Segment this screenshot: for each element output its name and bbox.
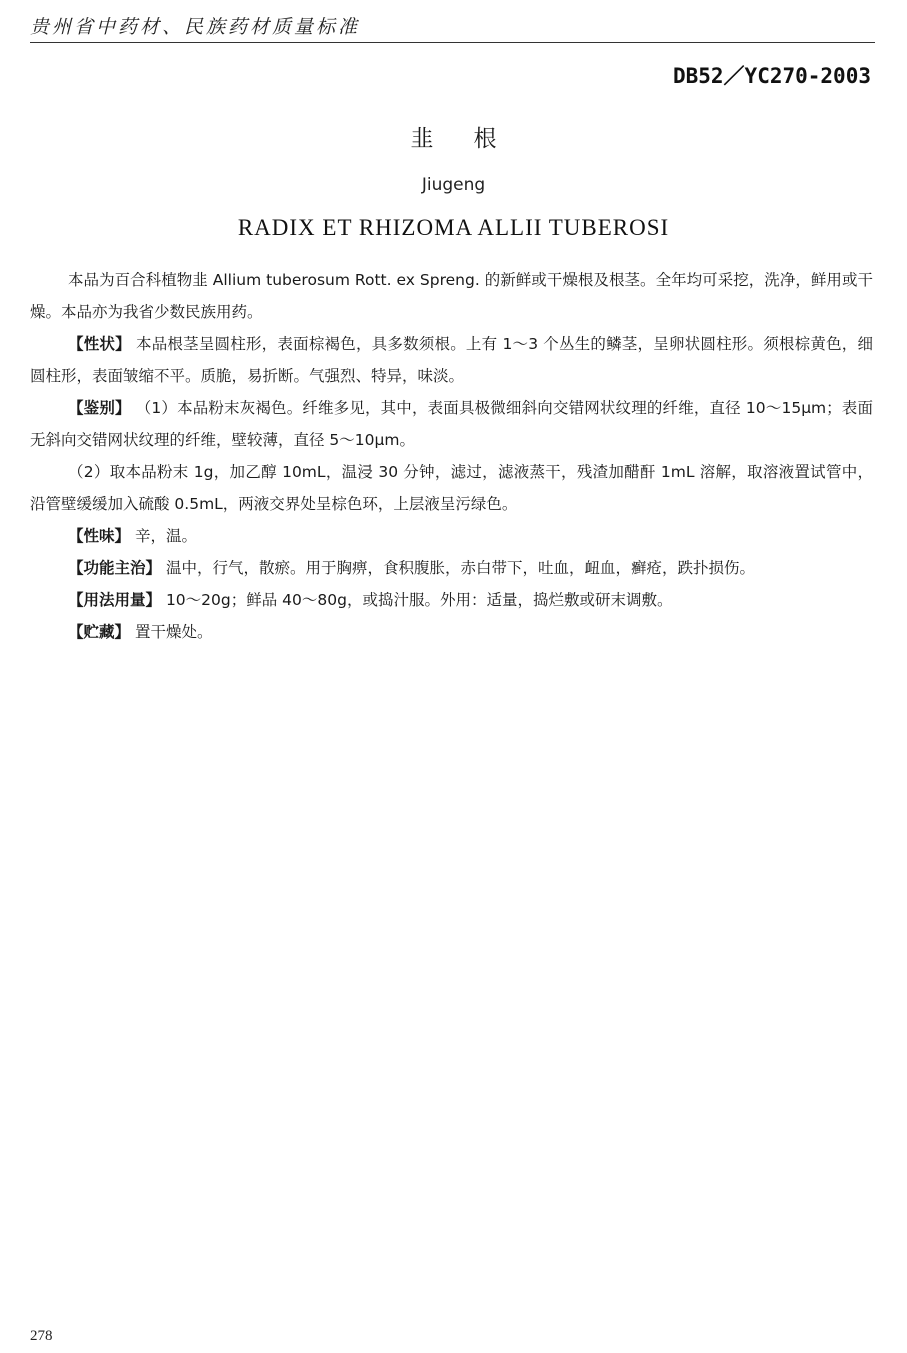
identification-paragraph-2: （2）取本品粉末 1g，加乙醇 10mL，温浸 30 分钟，滤过，滤液蒸干，残渣加醋酐 1mL 溶解，取溶液置试管中，沿管壁缓缓加入硫酸 0.5mL，两液交界处呈棕色环，上层液呈污绿色。 xyxy=(30,463,873,513)
functions-text: 温中，行气，散瘀。用于胸痹，食积腹胀，赤白带下，吐血，衄血，癣疮，跌扑损伤。 xyxy=(161,559,755,577)
storage-label: 【贮藏】 xyxy=(68,623,131,641)
standard-code: DB52／YC270-2003 xyxy=(672,64,871,88)
storage-text: 置干燥处。 xyxy=(130,623,213,641)
monograph-title-cn xyxy=(0,120,907,153)
monograph-pinyin: Jiugeng xyxy=(421,175,486,195)
characters-label: 【性状】 xyxy=(68,335,131,353)
title-char-1: 韭 xyxy=(410,126,434,152)
dosage-text: 10～20g；鲜品 40～80g，或捣汁服。外用：适量，捣烂敷或研末调敷。 xyxy=(161,591,673,609)
identification-label: 【鉴别】 xyxy=(68,399,131,417)
monograph-body xyxy=(30,264,873,648)
characters-paragraph xyxy=(30,328,873,392)
nature-flavor-paragraph xyxy=(30,520,873,552)
page-number: 278 xyxy=(30,1328,53,1344)
running-header-title: 贵州省中药材、民族药材质量标准 xyxy=(30,16,361,38)
storage-paragraph xyxy=(30,616,873,648)
functions-paragraph xyxy=(30,552,873,584)
dosage-paragraph xyxy=(30,584,873,616)
header-divider xyxy=(30,42,875,43)
title-char-2: 根 xyxy=(473,126,497,152)
intro-paragraph: 本品为百合科植物韭 Allium tuberosum Rott. ex Spreng. 的新鲜或干燥根及根茎。全年均可采挖，洗净，鲜用或干燥。本品亦为我省少数民族用药。 xyxy=(30,271,873,321)
nature-flavor-text: 辛，温。 xyxy=(130,527,197,545)
characters-text: 本品根茎呈圆柱形，表面棕褐色，具多数须根。上有 1～3 个丛生的鳞茎，呈卵状圆柱形。须根棕黄色，细圆柱形，表面皱缩不平。质脆，易折断。气强烈、特异，味淡。 xyxy=(30,335,873,385)
identification-paragraph-1 xyxy=(30,392,873,456)
nature-flavor-label: 【性味】 xyxy=(68,527,131,545)
identification-text-1: （1）本品粉末灰褐色。纤维多见，其中，表面具极微细斜向交错网状纹理的纤维，直径 10～15μm；表面无斜向交错网状纹理的纤维，壁较薄，直径 5～10μm。 xyxy=(30,399,873,449)
monograph-latin-name: RADIX ET RHIZOMA ALLII TUBEROSI xyxy=(237,215,670,240)
functions-label: 【功能主治】 xyxy=(68,559,162,577)
dosage-label: 【用法用量】 xyxy=(68,591,162,609)
